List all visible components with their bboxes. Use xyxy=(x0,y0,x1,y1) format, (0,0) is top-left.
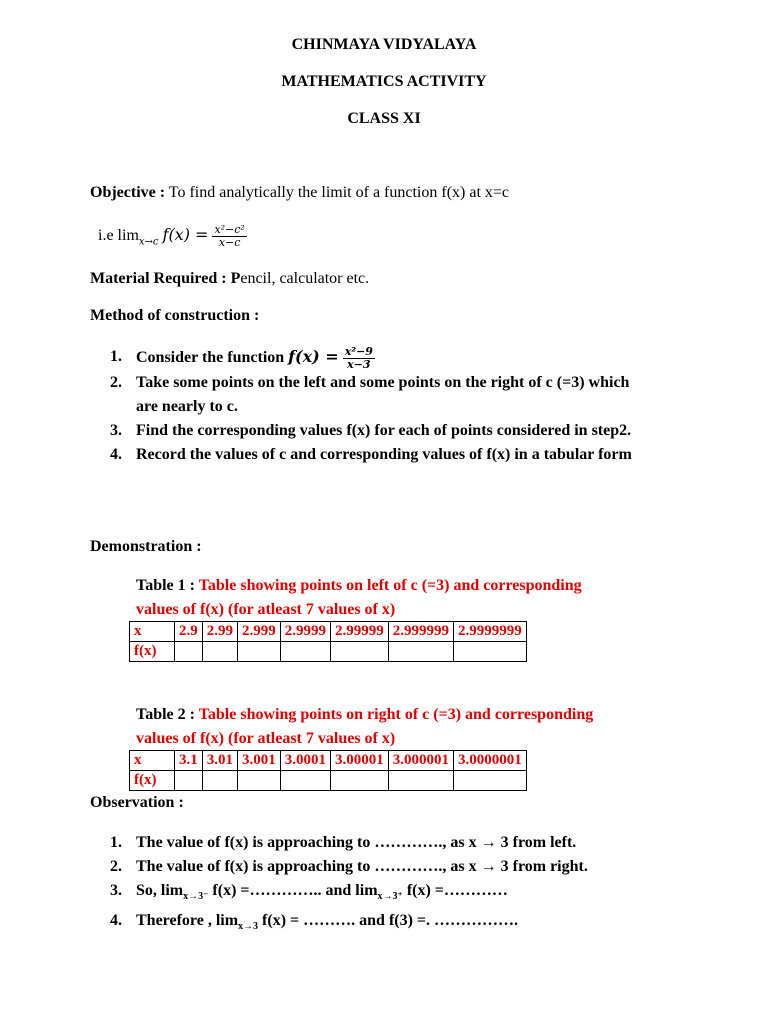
objective-label: Objective : xyxy=(90,184,166,201)
table2-fx-cell xyxy=(202,771,237,791)
objective xyxy=(90,184,509,202)
school-name: CHINMAYA VIDYALAYA xyxy=(291,36,477,53)
lim-subscript: x→c xyxy=(138,236,159,248)
table1-x-cell: 2.999999 xyxy=(388,622,453,642)
method-step: 4. Record the values of c and corresponding values of f(x) in a tabular form xyxy=(110,445,632,463)
table2-fx-cell xyxy=(388,771,453,791)
table1-label: Table 1 : xyxy=(136,577,199,594)
demonstration-heading: Demonstration : xyxy=(90,538,202,555)
table1-x-cell: 2.9999 xyxy=(280,622,330,642)
table1-x-cell: 2.99999 xyxy=(331,622,389,642)
table2-fx-cell xyxy=(331,771,389,791)
activity-title: MATHEMATICS ACTIVITY xyxy=(281,73,487,90)
table2-label: Table 2 : xyxy=(136,706,199,723)
table2-x-cell: 3.00001 xyxy=(331,751,389,771)
table1-caption xyxy=(136,574,656,622)
table1-fx-header: f(x) xyxy=(130,642,175,662)
method-heading: Method of construction : xyxy=(90,307,260,324)
table1-fx-cell xyxy=(202,642,237,662)
table2-x-cell: 3.1 xyxy=(175,751,203,771)
material-required xyxy=(90,270,369,288)
objective-text: To find analytically the limit of a function f(x) at x=c xyxy=(165,184,510,201)
table1-x-header: x xyxy=(130,622,175,642)
table2-x-cell: 3.01 xyxy=(202,751,237,771)
table2-x-cell: 3.001 xyxy=(238,751,281,771)
table2-fx-cell xyxy=(280,771,330,791)
table1-x-cell: 2.99 xyxy=(202,622,237,642)
method-steps xyxy=(110,345,650,467)
fraction xyxy=(212,224,246,249)
table2-x-cell: 3.0001 xyxy=(280,751,330,771)
table1-caption-line1: Table showing points on left of c (=3) and corresponding xyxy=(198,577,582,594)
table2-caption-line2: values of f(x) (for atleast 7 values of x) xyxy=(136,730,396,747)
table2-x-header: x xyxy=(130,751,175,771)
table1-x-cell: 2.999 xyxy=(238,622,281,642)
table2-caption-line1: Table showing points on right of c (=3) and corresponding xyxy=(198,706,594,723)
table1-fx-cell xyxy=(238,642,281,662)
observation-item: 2. The value of f(x) is approaching to …………., as x → 3 from right. xyxy=(110,858,588,875)
table1-fx-cell xyxy=(454,642,527,662)
table1-fx-cell xyxy=(280,642,330,662)
objective-formula xyxy=(98,224,247,249)
table2-fx-cell xyxy=(175,771,203,791)
table2-caption xyxy=(136,703,666,751)
material-first-letter: P xyxy=(230,270,241,287)
table1-caption-line2: values of f(x) (for atleast 7 values of x) xyxy=(136,601,396,618)
table2-x-cell: 3.0000001 xyxy=(454,751,527,771)
step1-fraction: $\frac{\text{x²−9}}{x-3}$ xyxy=(344,344,373,371)
fraction-denominator: x−c xyxy=(218,236,241,249)
observation-list xyxy=(110,831,670,939)
method-step: 3. Find the corresponding values f(x) for each of points considered in step2. xyxy=(110,421,632,439)
table2-fx-cell xyxy=(238,771,281,791)
table2-fx-cell xyxy=(454,771,527,791)
class-label: CLASS XI xyxy=(347,110,421,127)
table1-x-cell: 2.9 xyxy=(175,622,203,642)
table1-fx-cell xyxy=(388,642,453,662)
observation-item: 3. So, $\lim_{x\to 3^-} f(x)$ =………….. and $\lim_{x\to 3^+} f(x)$ =………… xyxy=(110,882,508,903)
table1 xyxy=(129,621,527,662)
table2 xyxy=(129,750,527,791)
table1-fx-cell xyxy=(331,642,389,662)
material-text: encil, calculator etc. xyxy=(240,270,370,287)
fx-text: f(x) = xyxy=(162,225,209,245)
table1-x-cell: 2.9999999 xyxy=(454,622,527,642)
observation-heading: Observation : xyxy=(90,794,184,811)
table2-x-cell: 3.000001 xyxy=(388,751,453,771)
observation-item: 4. Therefore , $\lim_{x\to 3} f(x)$ = ………. and f(3) =. ……………. xyxy=(110,912,519,933)
table1-fx-cell xyxy=(175,642,203,662)
table2-fx-header: f(x) xyxy=(130,771,175,791)
method-step: 1. Consider the function f(x) = $\frac{\text{x²−9}}{x-3}$ xyxy=(110,344,373,371)
method-step: 2. Take some points on the left and some points on the right of c (=3) which are nearly to c. xyxy=(110,373,630,415)
material-label: Material Required : xyxy=(90,270,231,287)
observation-item: 1. The value of f(x) is approaching to …………., as x → 3 from left. xyxy=(110,834,577,851)
lim-text: i.e lim xyxy=(98,227,139,245)
fraction-numerator: x²−c² xyxy=(214,223,245,236)
